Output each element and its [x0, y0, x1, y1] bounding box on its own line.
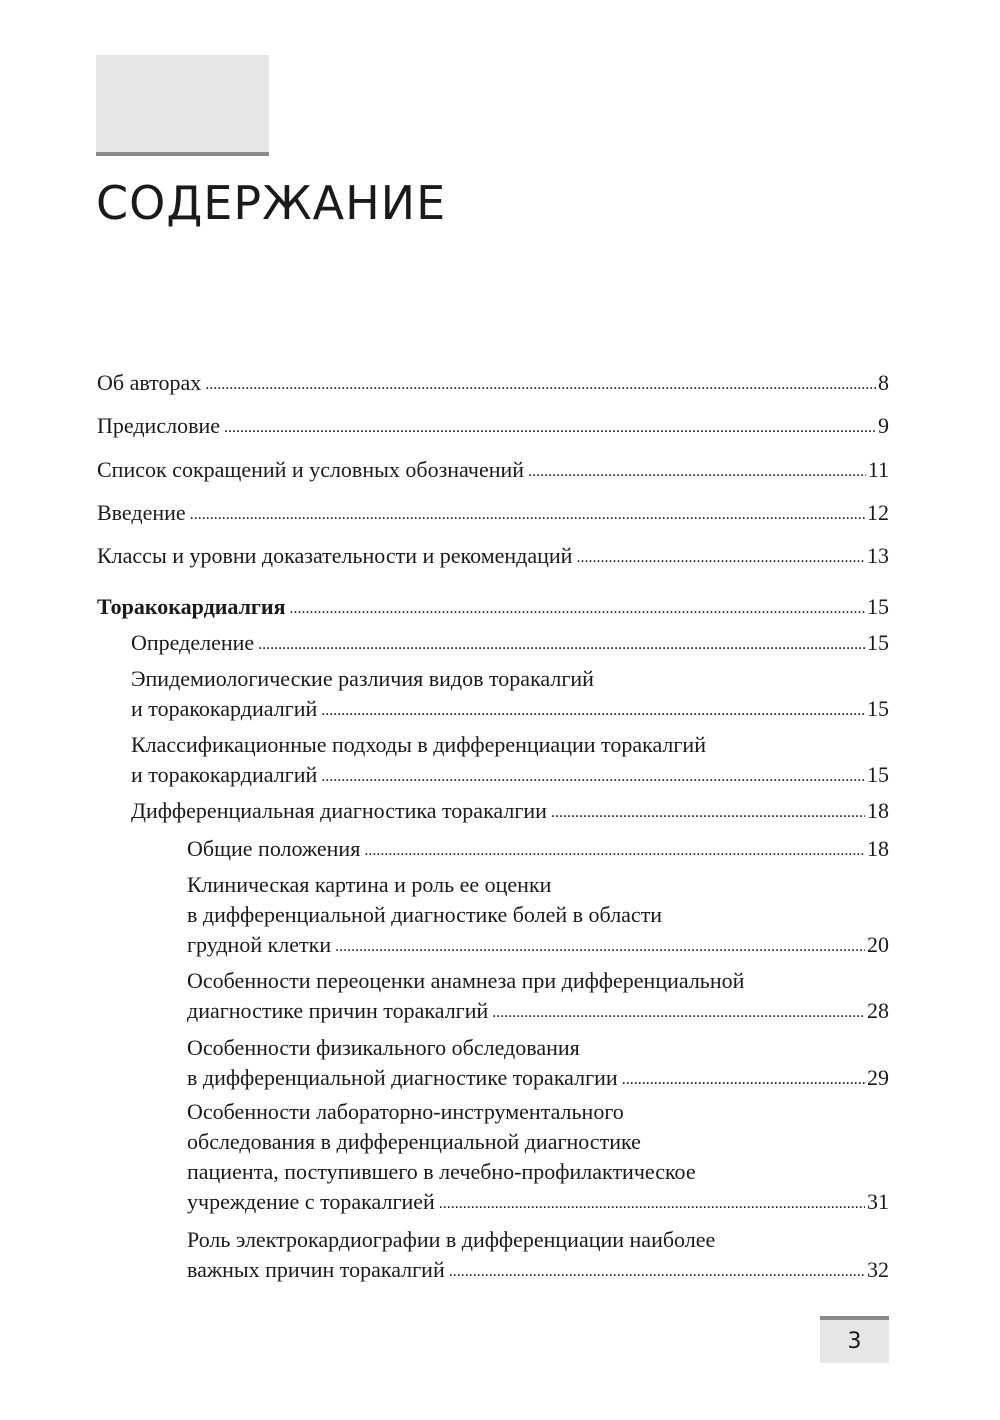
dot-leader [576, 540, 865, 573]
toc-entry-title-line: обследования в дифференциальной диагностике [187, 1129, 641, 1154]
toc-page-number: 18 [867, 798, 889, 823]
toc-page-number: 11 [867, 457, 889, 482]
toc-entry-title-line: в дифференциальной диагностике болей в области [187, 902, 663, 927]
dot-leader [492, 995, 865, 1028]
toc-entry-anamnesis[interactable] [187, 966, 889, 1029]
toc-page-number: 15 [867, 696, 889, 721]
dot-leader [528, 454, 866, 487]
toc-page-number: 9 [878, 413, 889, 438]
toc-entry-clinical-picture[interactable] [187, 870, 889, 963]
toc-entry-title-line: Клиническая картина и роль ее оценки [187, 872, 552, 897]
dot-leader [439, 1186, 865, 1219]
toc-entry-title: Классы и уровни доказательности и рекомендаций [97, 543, 573, 568]
toc-entry-title-line: Эпидемиологические различия видов торакалгий [131, 666, 594, 691]
toc-entry-about-authors[interactable] [97, 368, 889, 401]
page-number: 3 [820, 1320, 889, 1363]
dot-leader [321, 759, 865, 792]
toc-entry-title-line: Особенности лабораторно-инструментального [187, 1099, 624, 1124]
toc-entry-title-line: учреждение с торакалгией [187, 1189, 435, 1214]
dot-leader [190, 497, 865, 530]
toc-entry-title-line: важных причин торакалгий [187, 1257, 445, 1282]
toc-entry-physical-exam[interactable] [187, 1033, 889, 1096]
toc-page-number: 15 [867, 630, 889, 655]
dot-leader [205, 367, 876, 400]
toc-entry-title-line: грудной клетки [187, 932, 332, 957]
toc-entry-evidence-classes[interactable] [97, 541, 889, 574]
dot-leader [335, 929, 865, 962]
toc-page-number: 20 [867, 932, 889, 957]
toc-entry-title: Торакокардиалгия [97, 594, 286, 619]
toc-entry-title-line: диагностике причин торакалгий [187, 998, 489, 1023]
dot-leader [290, 591, 865, 624]
toc-entry-title-line: Классификационные подходы в дифференциации торакалгий [131, 732, 706, 757]
toc-entry-differential-diagnosis[interactable] [131, 796, 889, 829]
dot-leader [551, 795, 865, 828]
toc-entry-classification[interactable] [131, 730, 889, 793]
toc-entry-title: Общие положения [187, 836, 361, 861]
toc-entry-ecg-role[interactable] [187, 1225, 889, 1288]
toc-page-number: 31 [867, 1189, 889, 1214]
dot-leader [622, 1062, 865, 1095]
toc-entry-title-line: Особенности переоценки анамнеза при дифференциальной [187, 968, 745, 993]
toc-page-number: 8 [878, 370, 889, 395]
dot-leader [258, 627, 865, 660]
toc-entry-thoracocardialgia[interactable] [97, 592, 889, 625]
toc-page-number: 12 [867, 500, 889, 525]
toc-page-number: 29 [867, 1065, 889, 1090]
toc-entry-title-line: и торакокардиалгий [131, 696, 318, 721]
toc-entry-general[interactable] [187, 834, 889, 867]
toc-entry-abbreviations[interactable] [97, 455, 889, 488]
toc-page-number: 13 [867, 543, 889, 568]
toc-entry-title-line: и торакокардиалгий [131, 762, 318, 787]
toc-entry-title: Предисловие [97, 413, 220, 438]
dot-leader [449, 1254, 865, 1287]
dot-leader [321, 693, 865, 726]
toc-entry-introduction[interactable] [97, 498, 889, 531]
toc-page-number: 15 [867, 762, 889, 787]
toc-entry-title-line: в дифференциальной диагностике торакалгии [187, 1065, 618, 1090]
toc-entry-title-line: Роль электрокардиографии в дифференциации наиболее [187, 1227, 716, 1252]
dot-leader [364, 833, 865, 866]
toc-entry-epidemiology[interactable] [131, 664, 889, 727]
toc-entry-preface[interactable] [97, 411, 889, 444]
toc-entry-title: Об авторах [97, 370, 202, 395]
toc-entry-lab-instrumental[interactable] [187, 1097, 889, 1220]
toc-entry-title: Определение [131, 630, 255, 655]
dot-leader [224, 410, 876, 443]
toc-entry-title: Список сокращений и условных обозначений [97, 457, 525, 482]
toc-entry-definition[interactable] [131, 628, 889, 661]
toc-page-number: 15 [867, 594, 889, 619]
toc-page-number: 18 [867, 836, 889, 861]
toc-page-number: 28 [867, 998, 889, 1023]
toc-entry-title-line: пациента, поступившего в лечебно-профилактическое [187, 1159, 696, 1184]
page-title: СОДЕРЖАНИЕ [96, 176, 447, 230]
toc-page-number: 32 [867, 1257, 889, 1282]
toc-entry-title: Введение [97, 500, 186, 525]
toc-entry-title-line: Особенности физикального обследования [187, 1035, 580, 1060]
toc-entry-title: Дифференциальная диагностика торакалгии [131, 798, 547, 823]
